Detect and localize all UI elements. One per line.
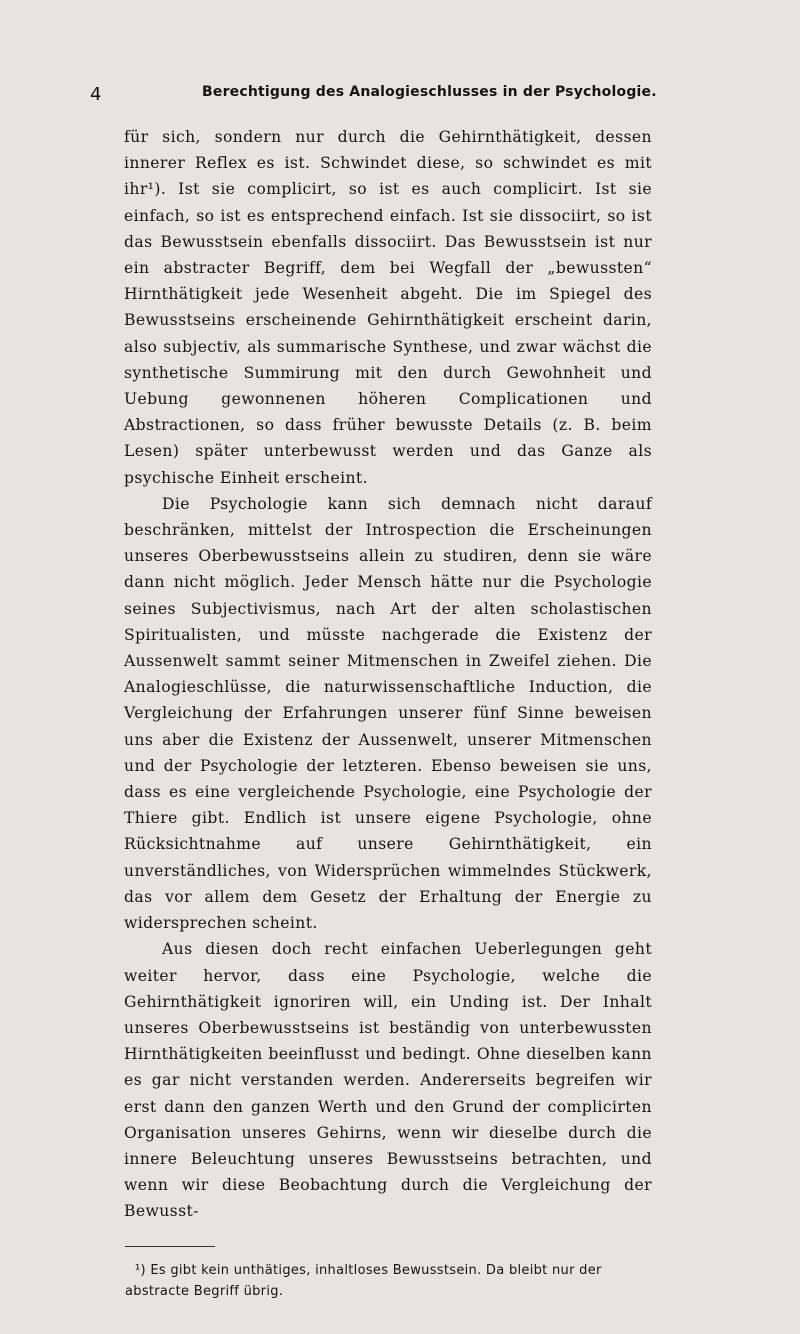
- paragraph-3: Aus diesen doch recht einfachen Ueberlegungen geht weiter hervor, dass eine Psychologie, welche die Gehirnthätigkeit ignoriren will, ein Unding ist. Der Inhalt unseres Oberbewusstseins ist beständig von unterbewussten Hirnthätigkeiten beeinflusst und bedingt. Ohne dieselben kann es gar nicht verstanden werden. Andererseits begreifen wir erst dann den ganzen Werth und den Grund der complicirten Organisation unseres Gehirns, wenn wir dieselbe durch die innere Beleuchtung unseres Bewusstseins betrachten, und wenn wir diese Beobachtung durch die Vergleichung der Bewusst-: [124, 940, 652, 1221]
- paragraph-1: für sich, sondern nur durch die Gehirnthätigkeit, dessen innerer Reflex es ist. Schwindet diese, so schwindet es mit ihr¹). Ist sie complicirt, so ist es auch complicirt. Ist sie einfach, so ist es entsprechend einfach. Ist sie dissociirt, so ist das Bewusstsein ebenfalls dissociirt. Das Bewusstsein ist nur ein abstracter Begriff, dem bei Wegfall der „bewussten“ Hirnthätigkeit jede Wesenheit abgeht. Die im Spiegel des Bewusstseins erscheinende Gehirnthätigkeit erscheint darin, also subjectiv, als summarische Synthese, und zwar wächst die synthetische Summirung mit den durch Gewohnheit und Uebung gewonnenen höheren Complicationen und Abstractionen, so dass früher bewusste Details (z. B. beim Lesen) später unterbewusst werden und das Ganze als psychische Einheit erscheint.: [124, 128, 652, 487]
- paragraph-2: Die Psychologie kann sich demnach nicht darauf beschränken, mittelst der Introspection die Erscheinungen unseres Oberbewusstseins allein zu studiren, denn sie wäre dann nicht möglich. Jeder Mensch hätte nur die Psychologie seines Subjectivismus, nach Art der alten scholastischen Spiritualisten, und müsste nachgerade die Existenz der Aussenwelt sammt seiner Mitmenschen in Zweifel ziehen. Die Analogieschlüsse, die naturwissenschaftliche Induction, die Vergleichung der Erfahrungen unserer fünf Sinne beweisen uns aber die Existenz der Aussenwelt, unserer Mitmenschen und der Psychologie der letzteren. Ebenso beweisen sie uns, dass es eine vergleichende Psychologie, eine Psychologie der Thiere gibt. Endlich ist unsere eigene Psychologie, ohne Rücksichtnahme auf unsere Gehirnthätigkeit, ein unverständliches, von Widersprüchen wimmelndes Stückwerk, das vor allem dem Gesetz der Erhaltung der Energie zu widersprechen scheint.: [124, 494, 652, 933]
- page-number: 4: [90, 84, 102, 105]
- main-text: [124, 124, 652, 1225]
- footnote-divider: [125, 1246, 215, 1247]
- footnote: ¹) Es gibt kein unthätiges, inhaltloses Bewusstsein. Da bleibt nur der abstracte Begriff übrig.: [125, 1263, 602, 1299]
- running-header: [90, 80, 682, 106]
- running-title: Berechtigung des Analogieschlusses in der Psychologie.: [202, 84, 657, 100]
